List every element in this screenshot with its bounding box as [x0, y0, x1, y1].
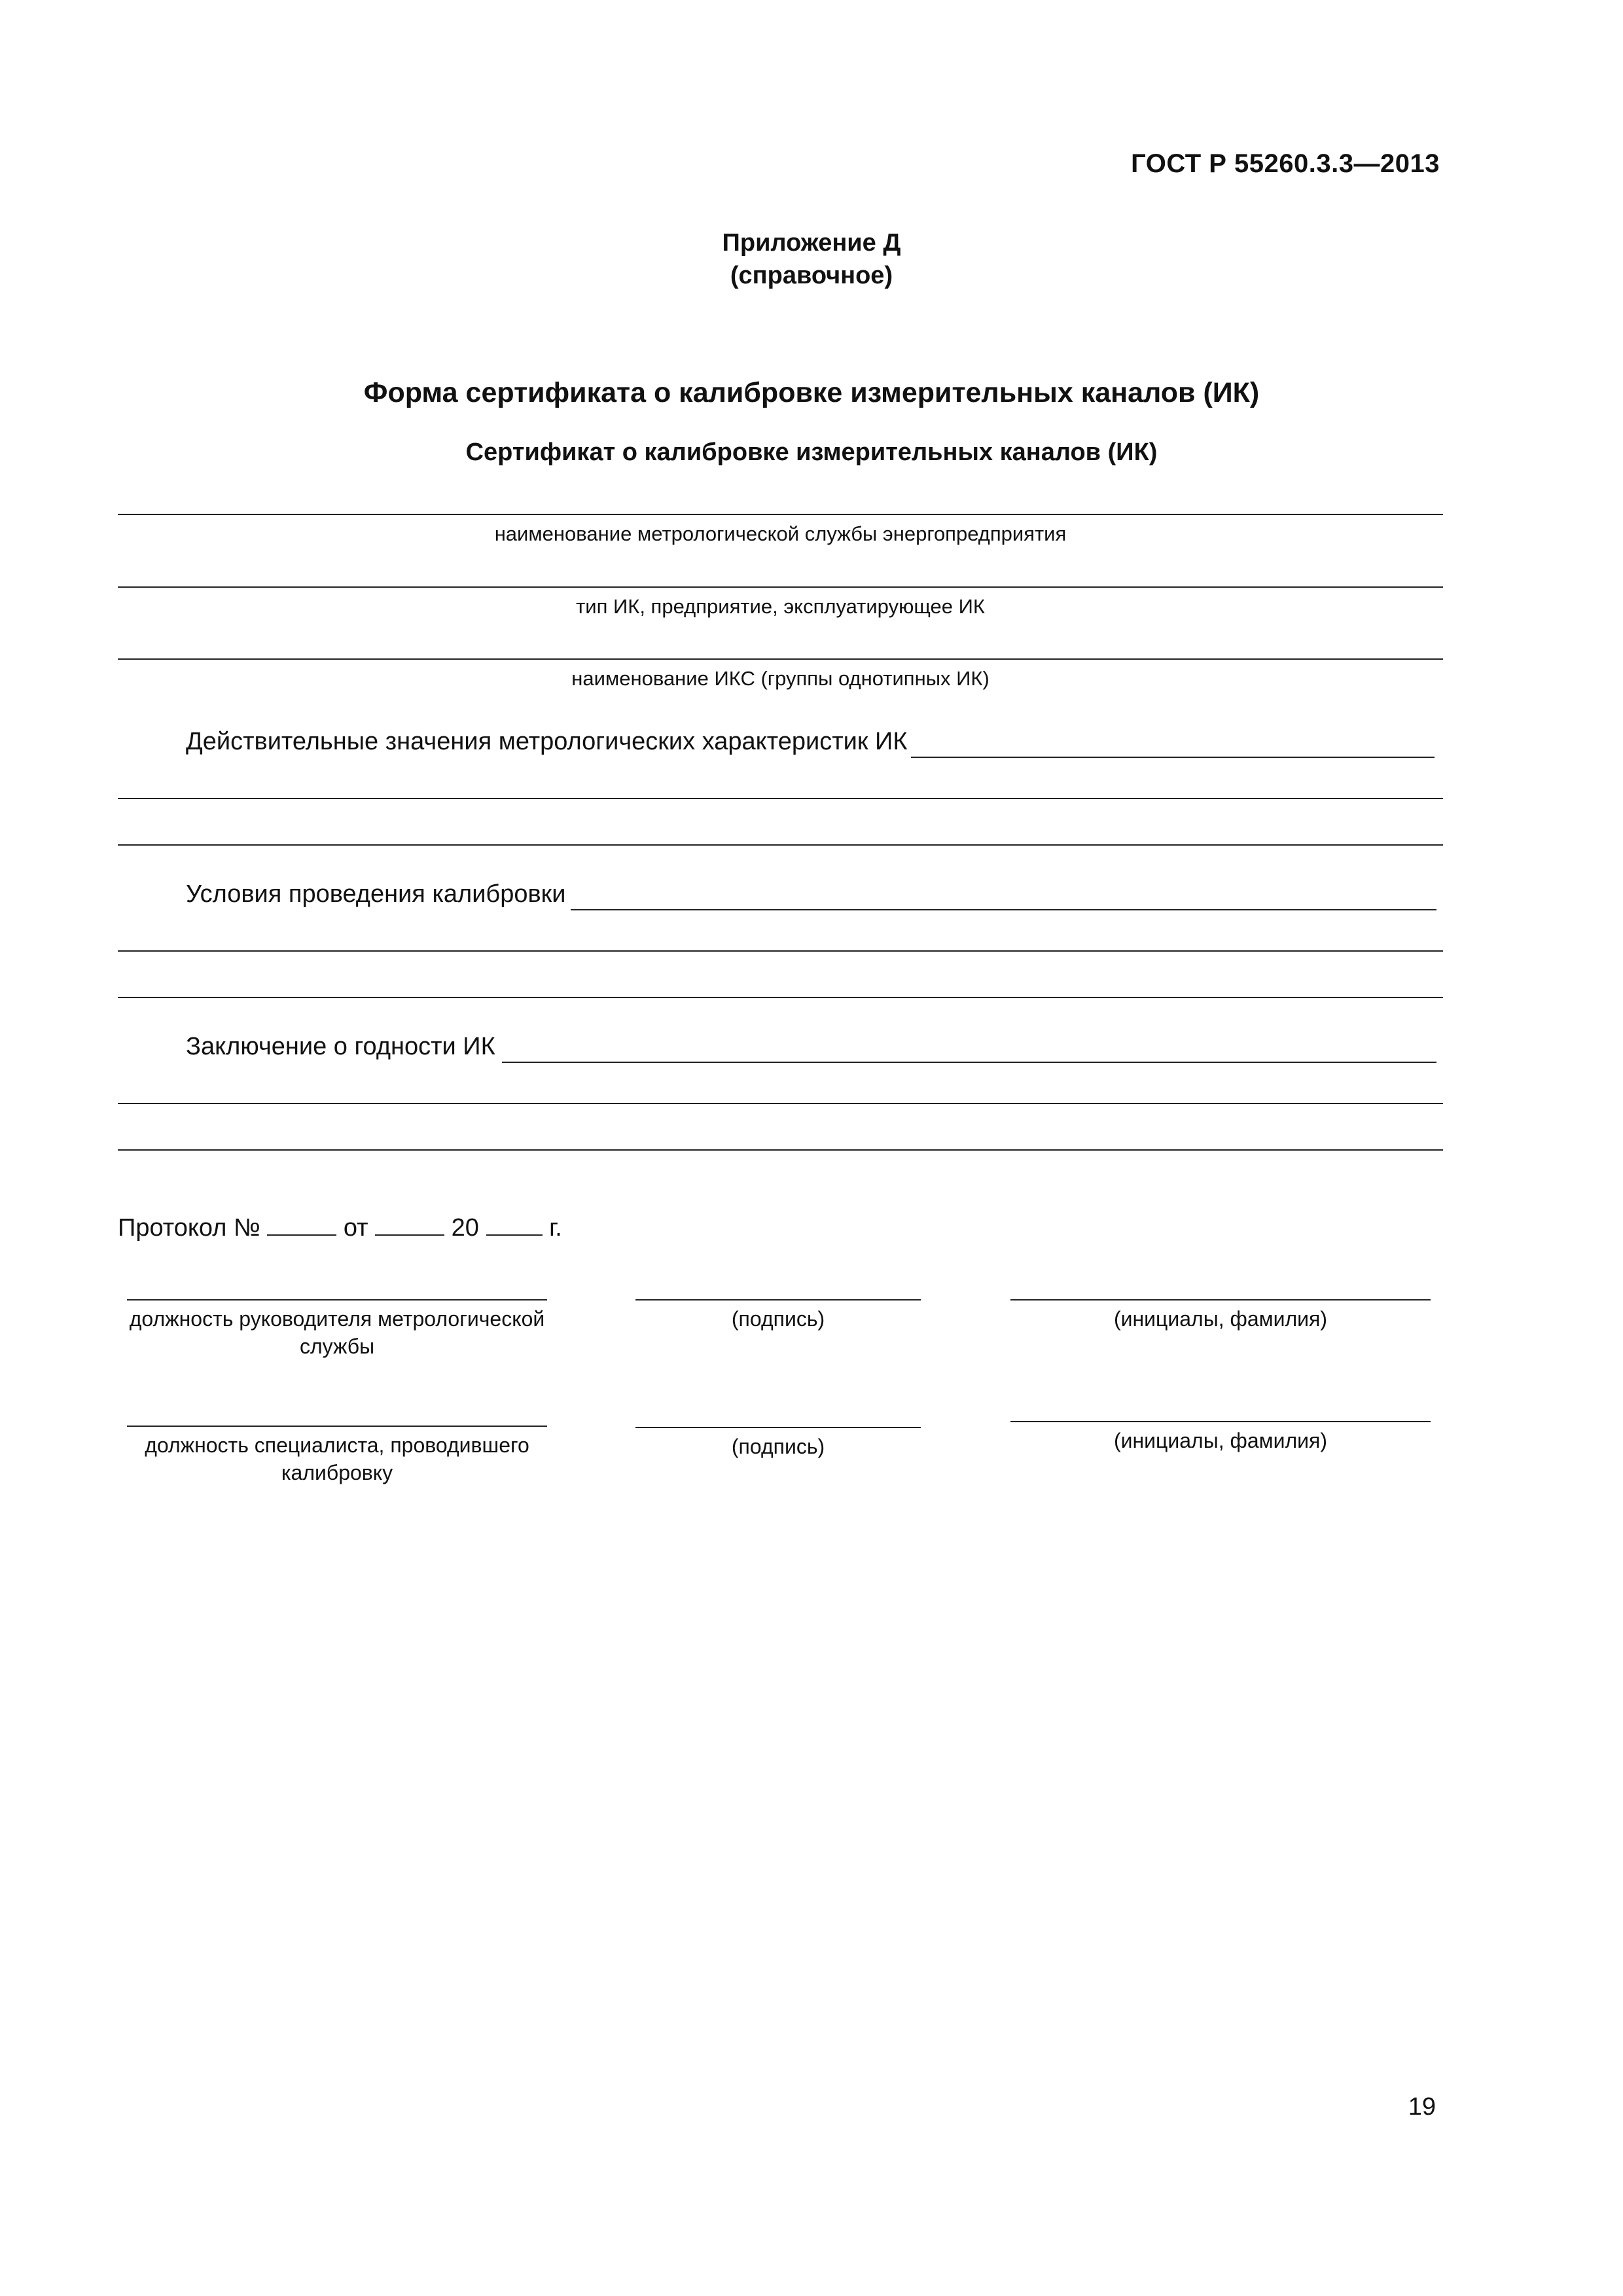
conclusion-label: Заключение о годности ИК [186, 1033, 495, 1060]
service-name-caption: наименование метрологической службы энергопредприятия [494, 522, 1067, 545]
appendix-label: Приложение Д [722, 229, 901, 257]
protocol-year-prefix: 20 [451, 1214, 479, 1242]
actual-values-field[interactable] [911, 757, 1435, 758]
conditions-line-3[interactable] [118, 997, 1443, 998]
specialist-position-caption: должность специалиста, проводившего калибровку [145, 1433, 529, 1484]
appendix-type: (справочное) [730, 262, 893, 289]
protocol-from: от [343, 1214, 368, 1242]
conditions-field[interactable] [571, 909, 1436, 910]
ic-type-line[interactable] [118, 586, 1443, 588]
specialist-signature-line[interactable] [635, 1427, 921, 1428]
head-signature-caption: (подпись) [731, 1307, 825, 1331]
actual-values-label: Действительные значения метрологических характеристик ИК [186, 728, 908, 755]
specialist-name-caption: (инициалы, фамилия) [1113, 1429, 1328, 1452]
appendix-heading [0, 226, 1623, 292]
form-title: Форма сертификата о калибровке измерительных каналов (ИК) [363, 377, 1260, 408]
protocol-prefix: Протокол № [118, 1214, 260, 1242]
conclusion-line-2[interactable] [118, 1103, 1443, 1104]
ic-type-caption: тип ИК, предприятие, эксплуатирующее ИК [576, 595, 985, 618]
service-name-line[interactable] [118, 514, 1443, 515]
actual-values-line-2[interactable] [118, 798, 1443, 799]
head-name-caption: (инициалы, фамилия) [1113, 1307, 1328, 1331]
conclusion-line-3[interactable] [118, 1149, 1443, 1151]
conditions-label: Условия проведения калибровки [186, 880, 566, 908]
protocol-year-field[interactable] [486, 1212, 543, 1236]
specialist-signature-caption: (подпись) [731, 1435, 825, 1458]
protocol-year-suffix: г. [549, 1214, 562, 1242]
protocol-line [118, 1212, 562, 1242]
conditions-line-2[interactable] [118, 950, 1443, 952]
page-number: 19 [1408, 2093, 1436, 2121]
conclusion-field[interactable] [502, 1062, 1436, 1063]
protocol-number-field[interactable] [267, 1212, 336, 1236]
iks-name-caption: наименование ИКС (группы однотипных ИК) [571, 667, 990, 690]
document-code: ГОСТ Р 55260.3.3—2013 [1131, 149, 1440, 178]
protocol-date-field[interactable] [375, 1212, 444, 1236]
actual-values-line-3[interactable] [118, 844, 1443, 846]
head-signature-line[interactable] [635, 1299, 921, 1300]
head-position-caption: должность руководителя метрологической службы [129, 1307, 545, 1358]
head-position-line[interactable] [127, 1299, 547, 1300]
head-name-line[interactable] [1010, 1299, 1431, 1300]
specialist-position-line[interactable] [127, 1426, 547, 1427]
certificate-title: Сертификат о калибровке измерительных каналов (ИК) [465, 439, 1158, 466]
iks-name-line[interactable] [118, 658, 1443, 660]
specialist-name-line[interactable] [1010, 1421, 1431, 1422]
